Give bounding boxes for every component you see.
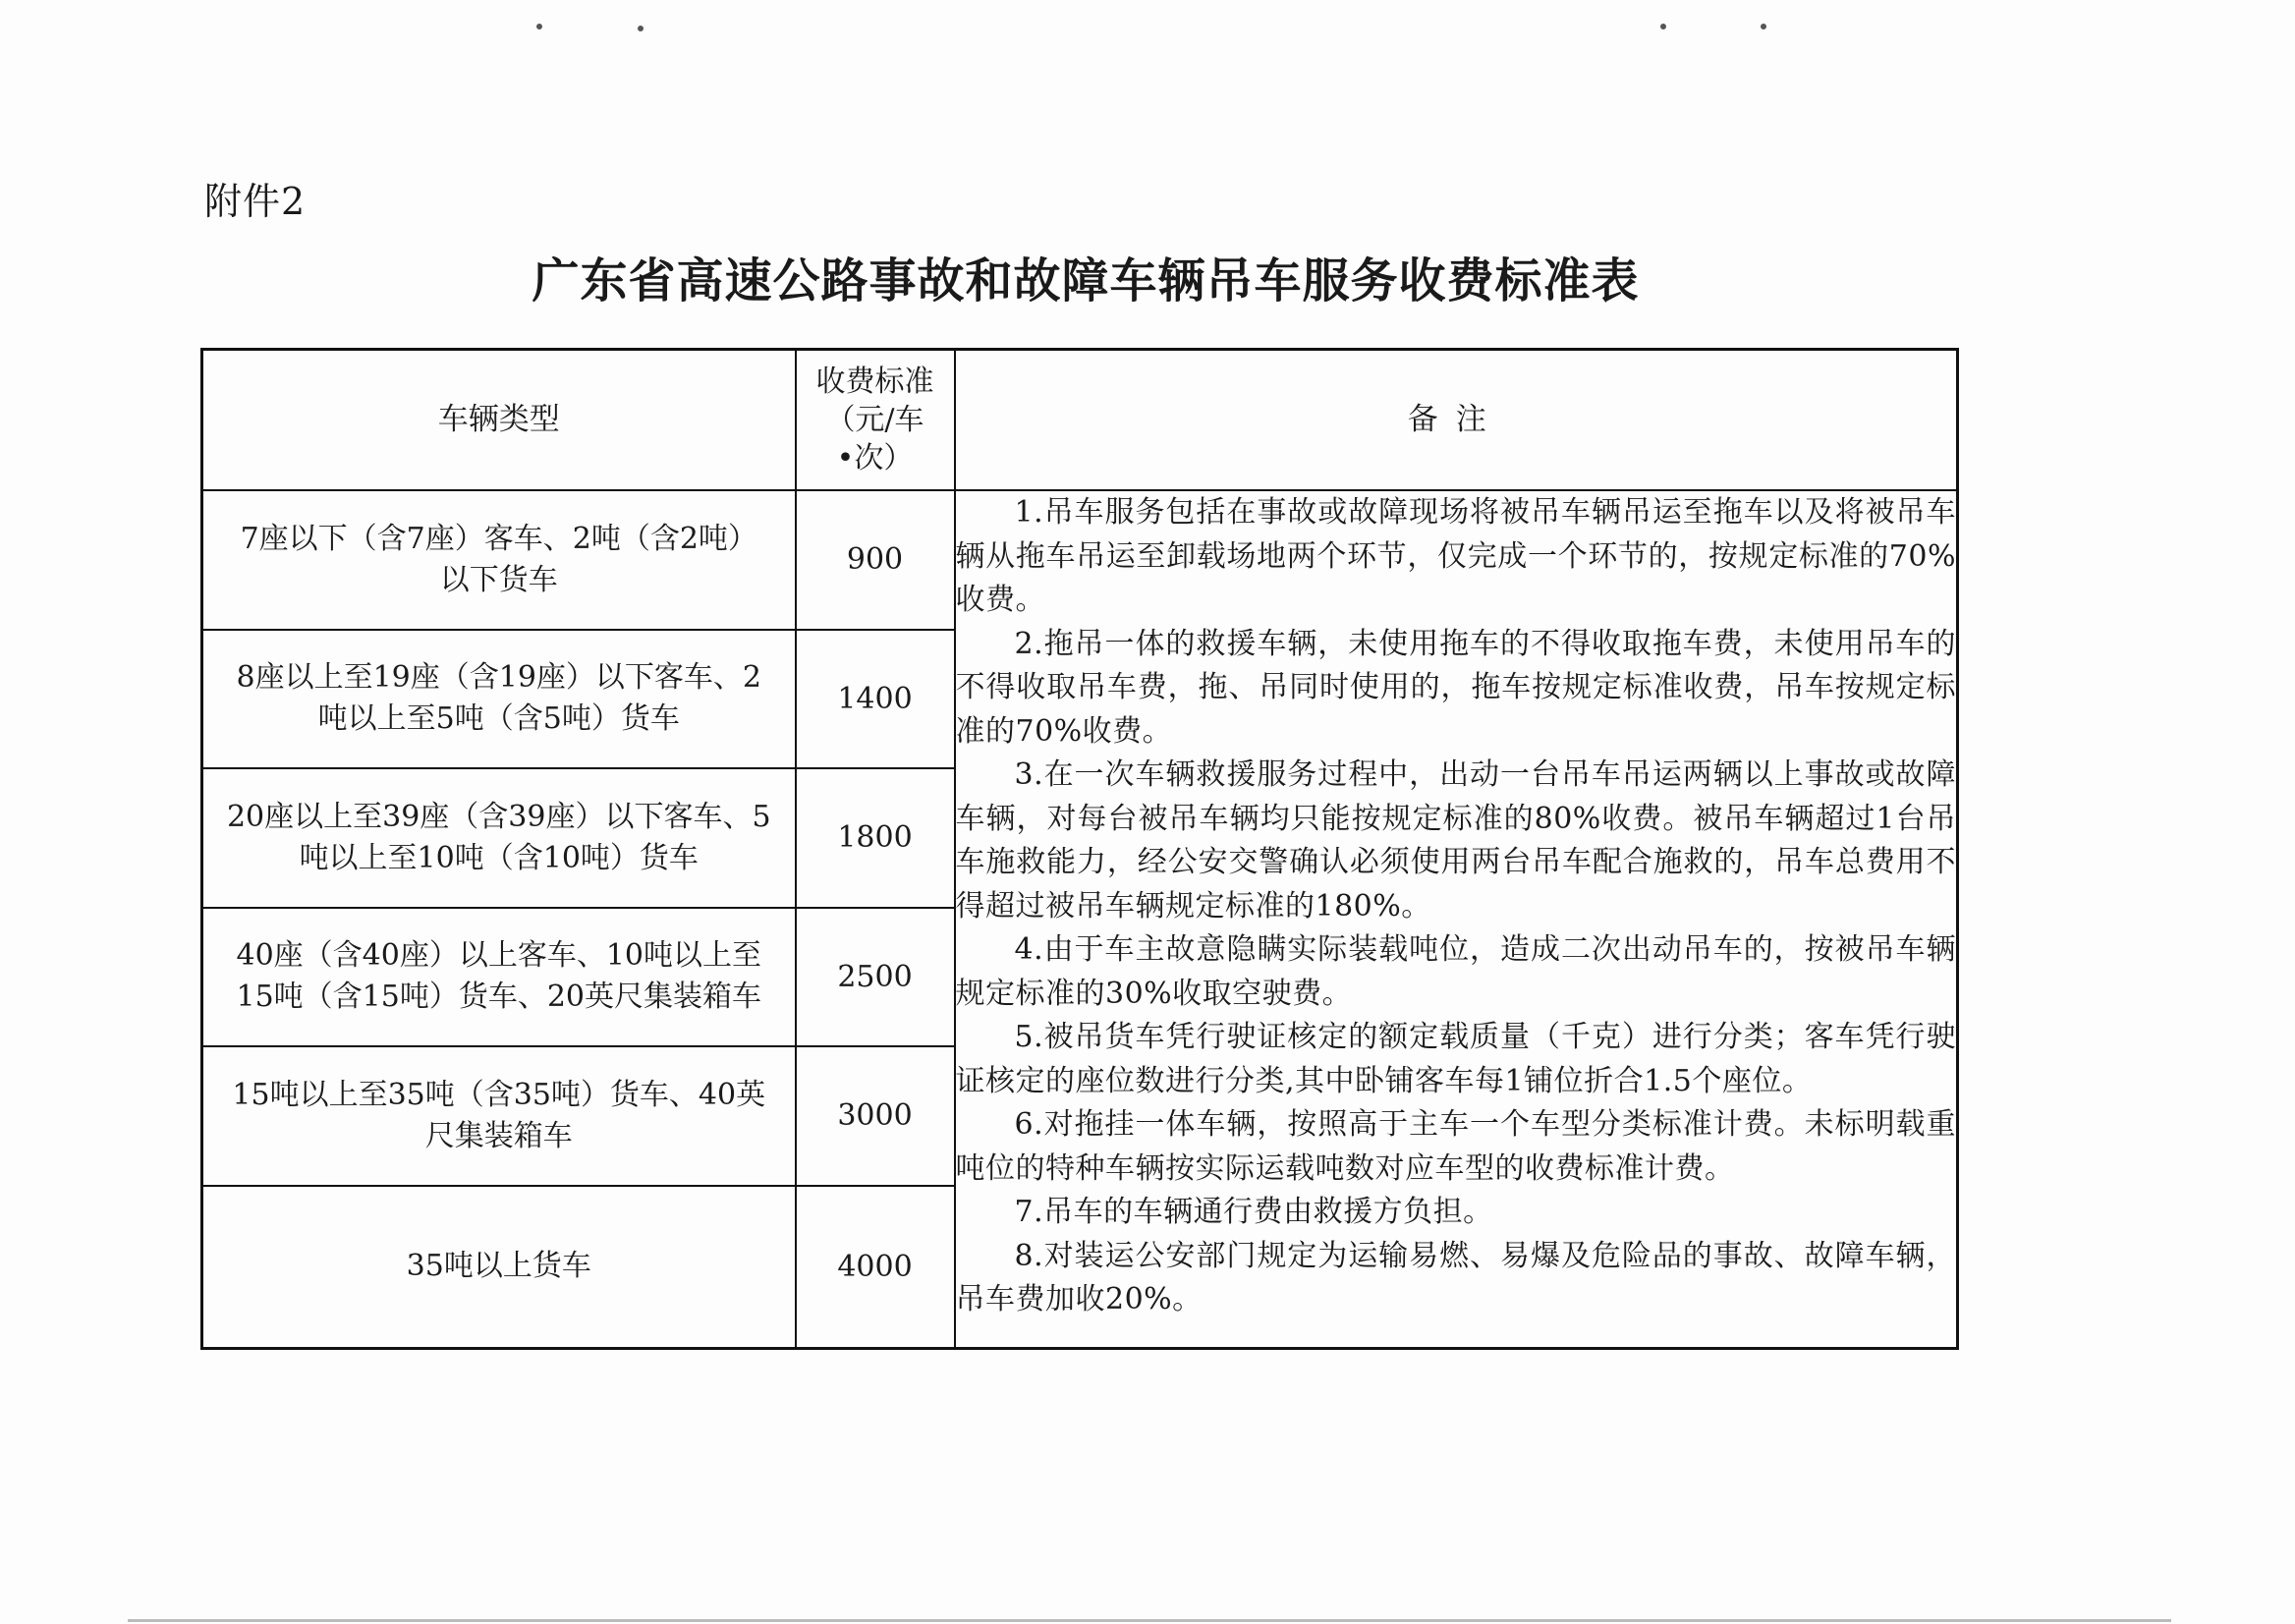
vehicle-type-line: 40座（含40座）以上客车、10吨以上至	[236, 938, 762, 974]
vehicle-type-line: 20座以上至39座（含39座）以下客车、5	[226, 799, 771, 834]
vehicle-type-cell	[202, 1186, 796, 1349]
vehicle-type-cell	[202, 908, 796, 1047]
vehicle-type-cell	[202, 630, 796, 769]
fee-cell: 900	[796, 490, 955, 630]
header-vehicle-type: 车辆类型	[202, 350, 796, 491]
scan-speck	[638, 26, 644, 31]
note-item: 3.在一次车辆救援服务过程中，出动一台吊车吊运两辆以上事故或故障车辆，对每台被吊车辆均只能按规定标准的80%收费。被吊车辆超过1台吊车施救能力，经公安交警确认必须使用两台吊车配合施救的，吊车总费用不得超过被吊车辆规定标准的180%。	[955, 757, 1956, 924]
vehicle-type-line: 以下货车	[439, 562, 558, 597]
fee-cell: 1800	[796, 768, 955, 908]
note-item: 6.对拖挂一体车辆，按照高于主车一个车型分类标准计费。未标明载重吨位的特种车辆按实际运载吨数对应车型的收费标准计费。	[955, 1107, 1956, 1186]
scan-speck	[1660, 24, 1666, 29]
scan-edge-line	[128, 1619, 2171, 1622]
vehicle-type-line: 尺集装箱车	[424, 1118, 573, 1153]
vehicle-type-cell	[202, 1046, 796, 1186]
vehicle-type-line: 8座以上至19座（含19座）以下客车、2	[236, 660, 762, 696]
fee-cell: 2500	[796, 908, 955, 1047]
fee-cell: 1400	[796, 630, 955, 769]
header-fee-standard	[796, 350, 955, 491]
vehicle-type-cell	[202, 768, 796, 908]
table-header-row	[202, 350, 1958, 491]
fee-standard-table	[200, 348, 1959, 1350]
fee-cell: 4000	[796, 1186, 955, 1349]
scan-speck	[536, 24, 542, 29]
scan-speck	[1761, 24, 1766, 29]
attachment-label: 附件2	[204, 180, 307, 223]
vehicle-type-line: 吨以上至5吨（含5吨）货车	[317, 701, 680, 737]
header-fee-line: 收费标准	[815, 364, 934, 400]
vehicle-type-line: 15吨（含15吨）货车、20英尺集装箱车	[236, 980, 762, 1015]
vehicle-type-line: 35吨以上货车	[406, 1249, 591, 1284]
document-title: 广东省高速公路事故和故障车辆吊车服务收费标准表	[532, 253, 1640, 308]
vehicle-type-line: 7座以下（含7座）客车、2吨（含2吨）	[240, 521, 757, 556]
vehicle-type-cell	[202, 490, 796, 630]
note-item: 4.由于车主故意隐瞒实际装载吨位，造成二次出动吊车的，按被吊车辆规定标准的30%收取空驶费。	[955, 932, 1956, 1011]
vehicle-type-line: 吨以上至10吨（含10吨）货车	[299, 840, 699, 875]
table-row	[202, 490, 1958, 630]
note-item: 5.被吊货车凭行驶证核定的额定载质量（千克）进行分类；客车凭行驶证核定的座位数进行分类,其中卧铺客车每1铺位折合1.5个座位。	[955, 1020, 1956, 1098]
vehicle-type-line: 15吨以上至35吨（含35吨）货车、40英	[232, 1077, 766, 1112]
header-fee-line: （元/车	[825, 403, 924, 438]
note-item: 1.吊车服务包括在事故或故障现场将被吊车辆吊运至拖车以及将被吊车辆从拖车吊运至卸载场地两个环节，仅完成一个环节的，按规定标准的70%收费。	[955, 495, 1956, 618]
note-item: 8.对装运公安部门规定为运输易燃、易爆及危险品的事故、故障车辆，吊车费加收20%。	[955, 1238, 1956, 1317]
header-fee-line: •次）	[836, 441, 914, 476]
note-item: 2.拖吊一体的救援车辆，未使用拖车的不得收取拖车费，未使用吊车的不得收取吊车费，拖、吊同时使用的，拖车按规定标准收费，吊车按规定标准的70%收费。	[955, 626, 1956, 749]
header-notes: 备注	[955, 350, 1958, 491]
notes-cell	[955, 490, 1958, 1348]
fee-cell: 3000	[796, 1046, 955, 1186]
note-item: 7.吊车的车辆通行费由救援方负担。	[1014, 1195, 1493, 1230]
